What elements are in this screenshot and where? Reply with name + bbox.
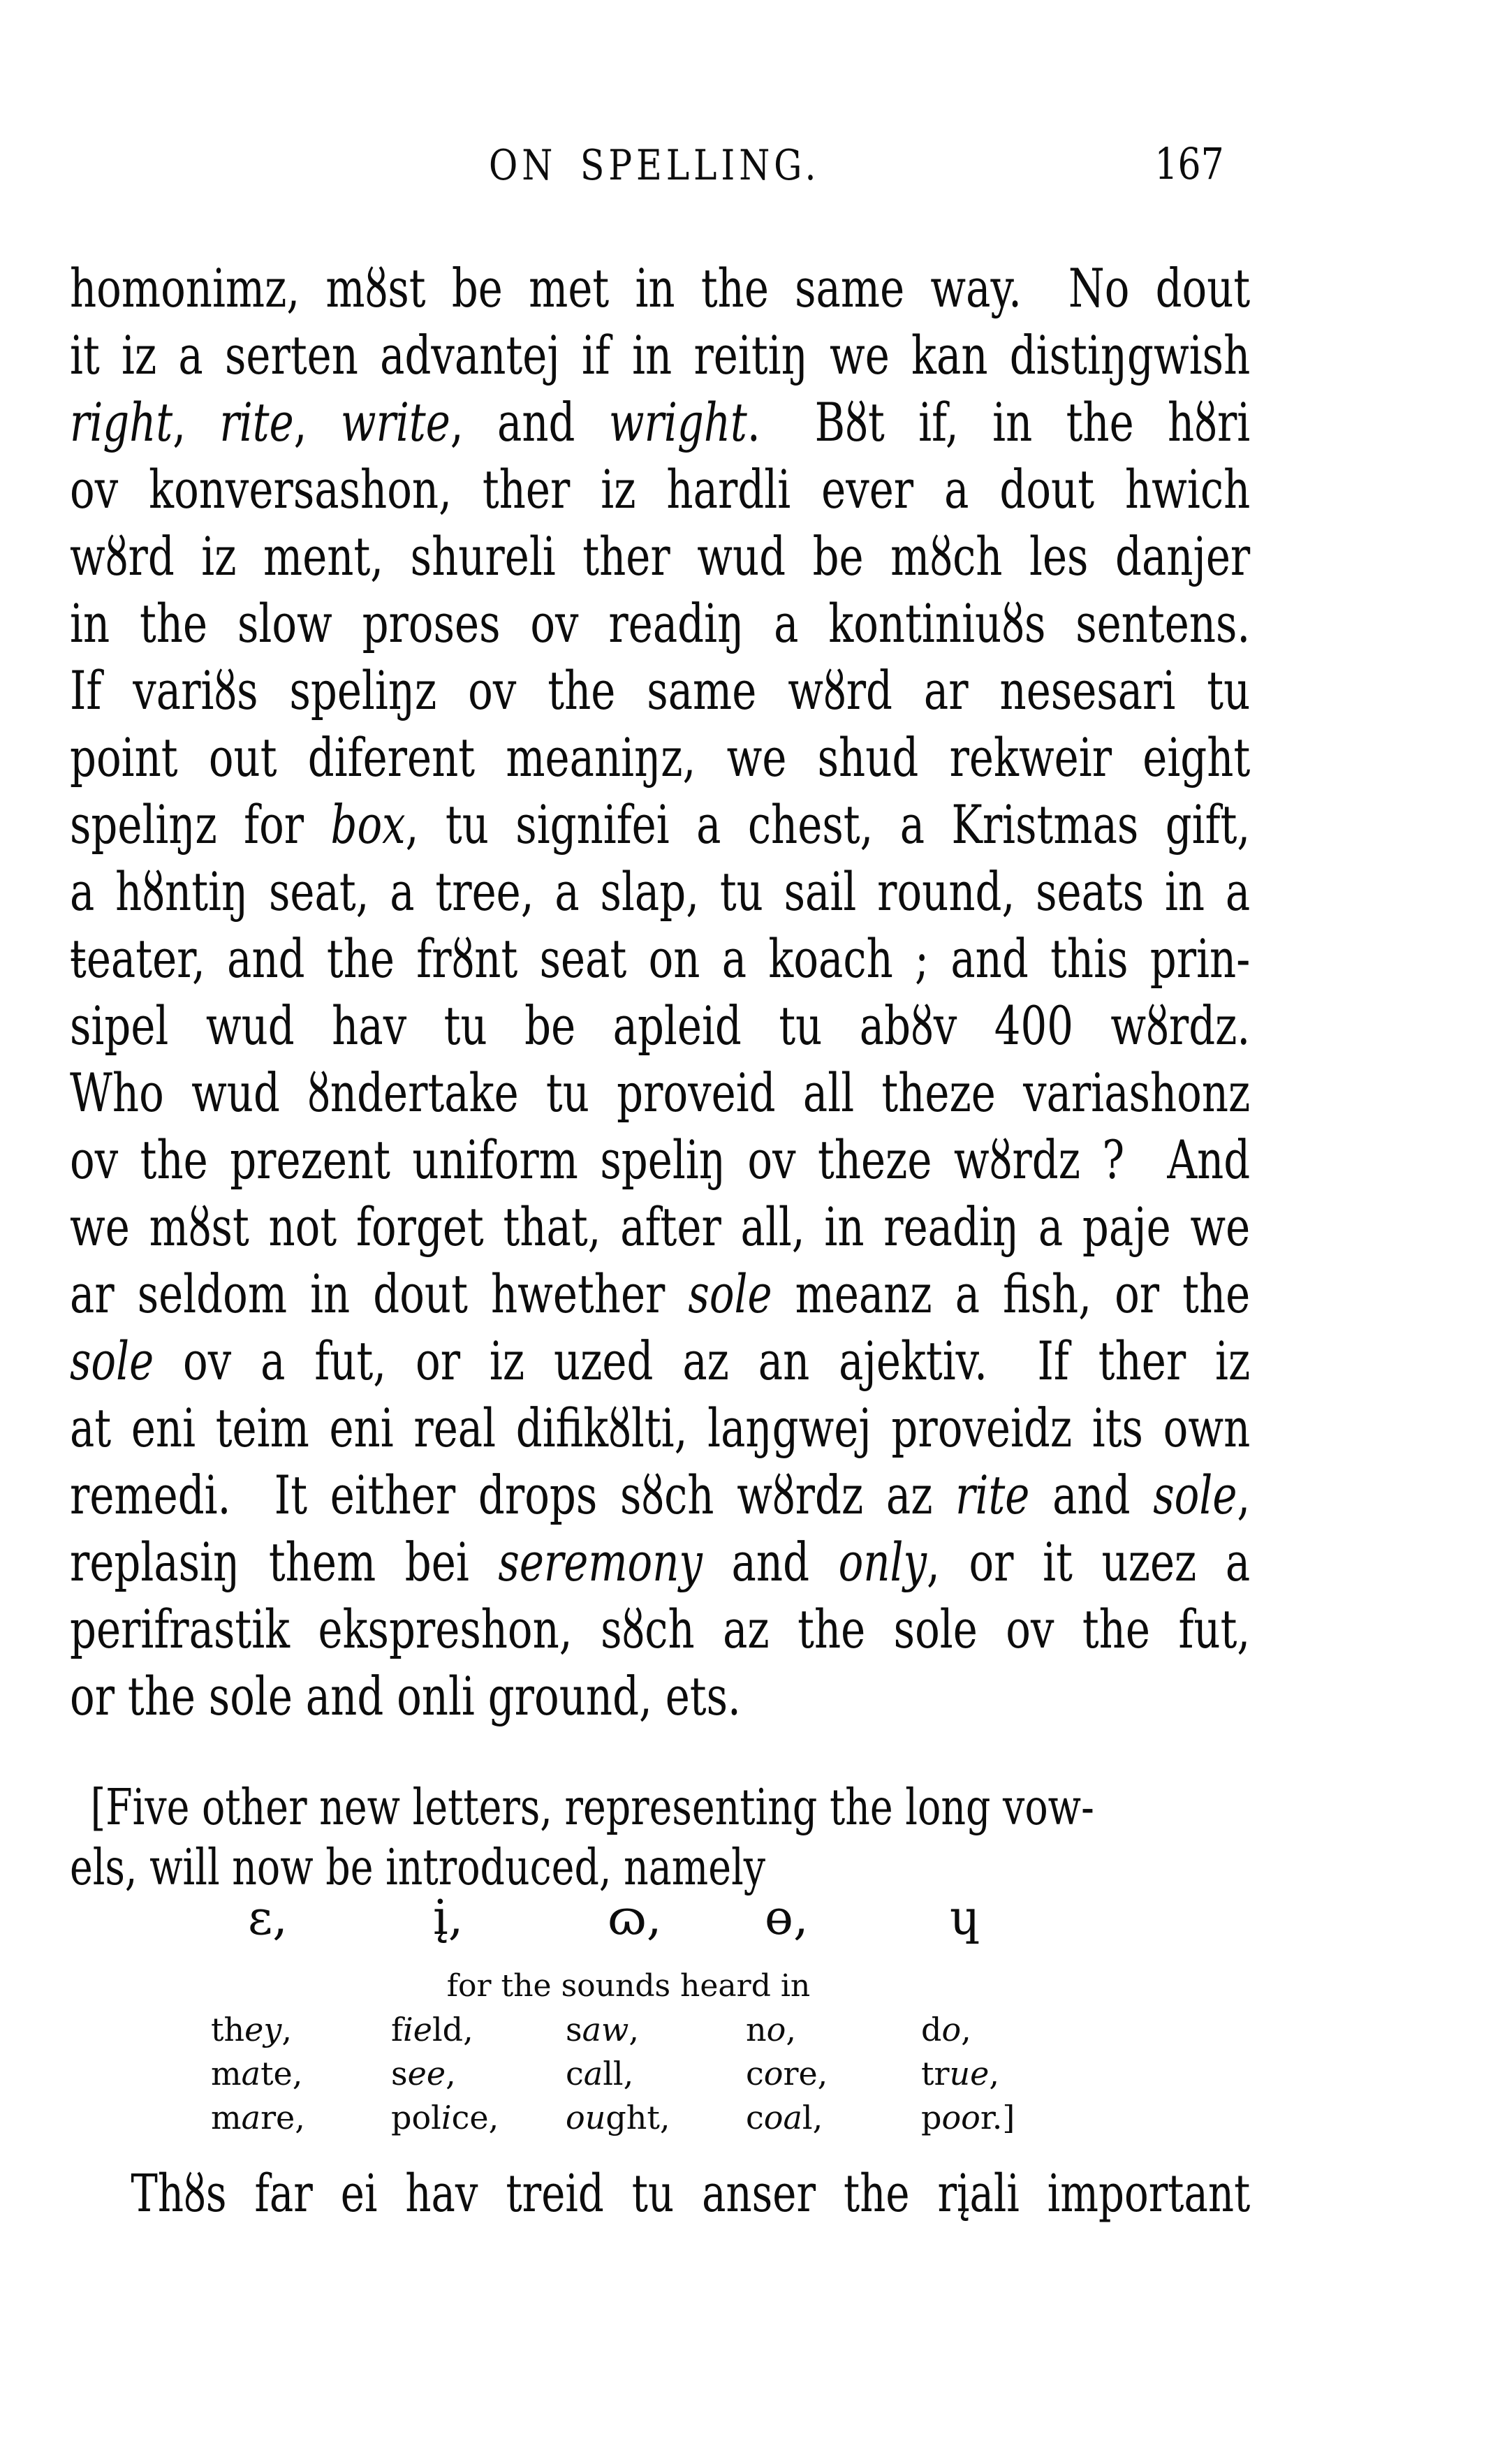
text-run: pol (391, 2099, 441, 2136)
example-word (746, 2054, 828, 2093)
example-word (566, 2054, 633, 2093)
text-run: r.] (980, 2099, 1015, 2136)
text-line (70, 322, 1250, 389)
text-line (70, 858, 1250, 925)
italic-word: ue (949, 2055, 990, 2092)
text-run: , (446, 2055, 456, 2092)
text-line (70, 523, 1250, 590)
italic-word: write (340, 391, 450, 453)
text-run: , (1237, 1464, 1251, 1526)
italic-word: sole (70, 1330, 154, 1392)
italic-word: sole (688, 1263, 772, 1325)
text-run: , (281, 2011, 292, 2048)
text-run: , (293, 391, 341, 453)
text-run: wȣrd iz ment, shureli ther wud be mȣch les danjer (70, 525, 1251, 587)
italic-word: rite (955, 1464, 1030, 1526)
example-word (921, 2054, 999, 2093)
text-line (70, 657, 1250, 724)
text-run: s (391, 2055, 408, 2092)
example-word (921, 2098, 1015, 2137)
text-run: ov konversashon, ther iz hardli ever a dout hwich (70, 458, 1251, 520)
italic-word: a (241, 2055, 261, 2092)
phonotype-letter: ɷ, (608, 1891, 662, 1946)
italic-word: oa (763, 2099, 802, 2136)
text-run: point out diferent meaniŋz, we shud rekweir eight (70, 726, 1251, 789)
text-run: If variȣs speliŋz ov the same wȣrd ar nesesari tu (70, 659, 1251, 721)
text-line (70, 1663, 1250, 1730)
text-run: ŧeater, and the frȣnt seat on a koach ; and this prin- (70, 927, 1251, 990)
italic-word: a (583, 2055, 603, 2092)
text-run: sipel wud hav tu be apleid tu abȣv 400 wȣrdz. (70, 995, 1251, 1057)
main-paragraph (70, 255, 1507, 1730)
text-run: m (211, 2055, 242, 2092)
italic-word: aw (582, 2011, 629, 2048)
text-run: homonimz, mȣst be met in the same way. No dout (70, 257, 1251, 319)
example-word (391, 2098, 499, 2137)
text-run: and (702, 1531, 839, 1593)
text-run: or the sole and onli ground, ets. (70, 1665, 741, 1727)
text-run: , or it uzez a (926, 1531, 1251, 1593)
text-run: l, (802, 2099, 823, 2136)
phonotype-letter: ɥ (950, 1891, 980, 1946)
italic-word: wright (608, 391, 747, 453)
text-run: te, (260, 2055, 303, 2092)
example-word (391, 2054, 456, 2093)
text-line (70, 925, 1250, 992)
page-header-title: ON SPELLING. (489, 141, 821, 190)
italic-word: oo (941, 2099, 980, 2136)
text-run: and (1029, 1464, 1154, 1526)
text-run: , tu signifei a chest, a Kristmas gift, (405, 793, 1251, 856)
text-line (70, 1596, 1250, 1663)
text-line (70, 1194, 1250, 1261)
vowel-caption: for the sounds heard in (446, 1968, 811, 2004)
text-run: s (566, 2011, 582, 2048)
italic-word: ey (244, 2011, 282, 2048)
text-run: replasiŋ them bei (70, 1531, 499, 1593)
text-run: th (211, 2011, 245, 2048)
italic-word: rite (219, 391, 294, 453)
page-number: 167 (1154, 138, 1224, 189)
text-line: Thȣs far ei hav treid tu anser the rįali important (131, 2164, 1251, 2224)
text-run: c (746, 2055, 764, 2092)
text-line (70, 791, 1250, 858)
text-run: ght, (605, 2099, 670, 2136)
text-run: meanz a fish, or the (772, 1263, 1251, 1325)
text-run: ll, (603, 2055, 634, 2092)
italic-word: ee (407, 2055, 446, 2092)
text-line (70, 1395, 1250, 1462)
text-run: ld, (432, 2011, 473, 2048)
text-run: m (211, 2099, 242, 2136)
text-line (70, 1529, 1250, 1596)
text-line (70, 1127, 1250, 1194)
text-line (70, 1777, 1250, 1838)
text-line (70, 724, 1250, 791)
text-run: tr (921, 2055, 950, 2092)
italic-word: o (766, 2011, 786, 2048)
example-word (921, 2010, 971, 2049)
phonotype-letter: ɵ, (765, 1891, 809, 1946)
text-run: , (989, 2055, 999, 2092)
text-run: ar seldom in dout hwether (70, 1263, 689, 1325)
text-run: c (566, 2055, 584, 2092)
italic-word: seremony (498, 1531, 703, 1593)
text-run: in the slow proses ov readiŋ a kontiniuȣs sentens. (70, 592, 1251, 654)
text-line (70, 1059, 1250, 1127)
text-run: ov the prezent uniform speliŋ ov theze wȣrdz ? And (70, 1129, 1251, 1191)
example-word (391, 2010, 473, 2049)
example-word (566, 2010, 639, 2049)
text-line (70, 456, 1250, 523)
italic-word: box (330, 793, 406, 856)
text-run: ce, (451, 2099, 499, 2136)
text-run: a hȣntiŋ seat, a tree, a slap, tu sail round, seats in a (70, 860, 1251, 923)
text-run: we mȣst not forget that, after all, in readiŋ a paje we (70, 1196, 1251, 1258)
text-run: [Five other new letters, representing the long vow- (90, 1778, 1094, 1836)
text-run: re, (260, 2099, 305, 2136)
text-run: ov a fut, or iz uzed az an ajektiv. If ther iz (154, 1330, 1251, 1392)
italic-word: a (241, 2099, 261, 2136)
italic-word: ie (403, 2011, 432, 2048)
text-run: c (746, 2099, 764, 2136)
text-run: els, will now be introduced, namely (70, 1838, 766, 1896)
phonotype-letter: į, (433, 1891, 464, 1946)
text-run: , and (450, 391, 609, 453)
text-run: , (961, 2011, 971, 2048)
text-run: n (746, 2011, 767, 2048)
example-word (211, 2054, 302, 2093)
phonotype-letter: ε, (248, 1891, 288, 1946)
text-run: . Bȣt if, in the hȣri (747, 391, 1251, 453)
text-run: f (391, 2011, 404, 2048)
example-word (566, 2098, 670, 2137)
text-run: Who wud ȣndertake tu proveid all theze variashonz (70, 1062, 1251, 1124)
example-word (211, 2010, 292, 2049)
bracket-paragraph (70, 1777, 1507, 1898)
text-run: , (786, 2011, 796, 2048)
text-line (70, 1261, 1250, 1328)
text-run: p (921, 2099, 942, 2136)
italic-word: i (441, 2099, 452, 2136)
text-run: speliŋz for (70, 793, 331, 856)
italic-word: only (838, 1531, 927, 1593)
text-run: remedi. It either drops sȣch wȣrdz az (70, 1464, 956, 1526)
text-run: it iz a serten advantej if in reitiŋ we kan distiŋgwish (70, 324, 1251, 386)
closing-paragraph (70, 2162, 1507, 2226)
italic-word: right (70, 391, 173, 453)
text-run: re, (783, 2055, 828, 2092)
italic-word: sole (1153, 1464, 1237, 1526)
text-line (70, 389, 1250, 456)
example-word (746, 2098, 823, 2137)
italic-word: o (763, 2055, 784, 2092)
text-run: , (628, 2011, 640, 2048)
text-line (70, 1328, 1250, 1395)
text-run: d (921, 2011, 942, 2048)
text-run: perifrastik ekspreshon, sȣch az the sole ov the fut, (70, 1598, 1251, 1660)
vowel-letters-row (0, 1887, 1507, 1953)
text-line (70, 1462, 1250, 1529)
vowel-word-table (0, 2010, 1507, 2150)
text-line (70, 255, 1250, 322)
text-run: at eni teim eni real difikȣlti, laŋgwej proveidz its own (70, 1397, 1251, 1459)
example-word (211, 2098, 305, 2137)
italic-word: ou (566, 2099, 606, 2136)
italic-word: o (941, 2011, 962, 2048)
text-line (70, 590, 1250, 657)
text-run: , (172, 391, 220, 453)
example-word (746, 2010, 796, 2049)
text-line (70, 992, 1250, 1059)
